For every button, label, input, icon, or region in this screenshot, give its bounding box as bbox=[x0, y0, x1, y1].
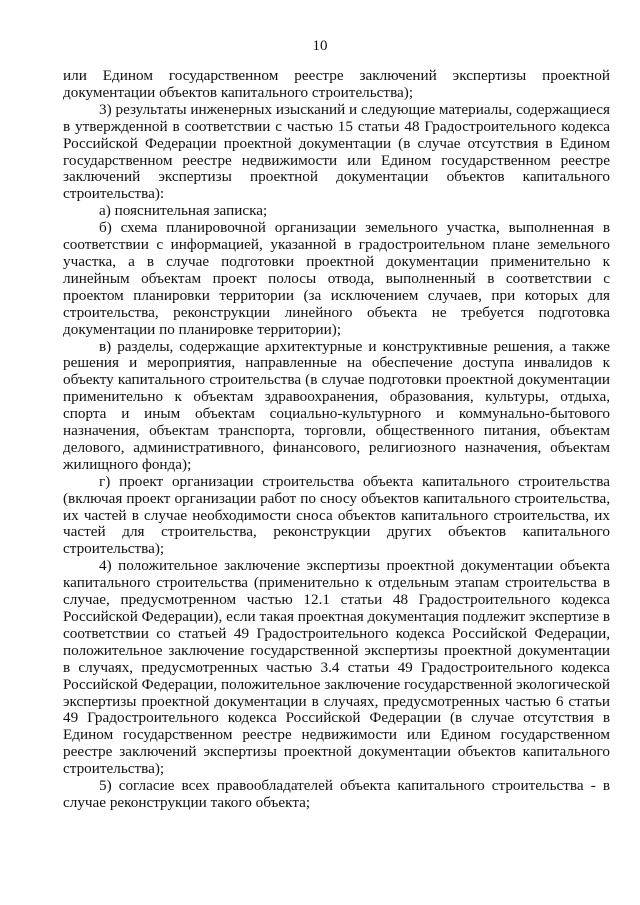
paragraph-continuation: или Едином государственном реестре заключений экспертизы проектной документации объектов капитального строительства); bbox=[63, 67, 610, 101]
paragraph-item-4: 4) положительное заключение экспертизы проектной документации объекта капитального строительства (применительно к отдельным этапам строительства в случае, предусмотренном частью 12.1 статьи 48 Градостроительного кодекса Российской Федерации), если такая проектная документация подлежит экспертизе в соответствии со статьей 49 Градостроительного кодекса Российской Федерации, положительное заключение государственной экспертизы проектной документации в случаях, предусмотренных частью 3.4 статьи 49 Градостроительного кодекса Российской Федерации, положительное заключение государственной экологической экспертизы проектной документации в случаях, предусмотренных частью 6 статьи 49 Градостроительного кодекса Российской Федерации (в случае отсутствия в Едином государственном реестре недвижимости или Едином государственном реестре заключений экспертизы проектной документации объектов капитального строительства); bbox=[63, 557, 610, 778]
document-body bbox=[63, 68, 610, 812]
paragraph-item-3v: в) разделы, содержащие архитектурные и конструктивные решения, а также решения и мероприятия, направленные на обеспечение доступа инвалидов к объекту капитального строительства (в случае подготовки проектной документации применительно к объектам здравоохранения, образования, культуры, отдыха, спорта и иным объектам социально-культурного и коммунально-бытового назначения, объектам транспорта, торговли, общественного питания, объектам делового, административного, финансового, религиозного назначения, объектам жилищного фонда); bbox=[63, 337, 610, 473]
paragraph-item-3b: б) схема планировочной организации земельного участка, выполненная в соответствии с информацией, указанной в градостроительном плане земельного участка, а в случае подготовки проектной документации применительно к линейным объектам проект полосы отвода, выполненный в соответствии с проектом планировки территории (за исключением случаев, при которых для строительства, реконструкции линейного объекта не требуется подготовка документации по планировке территории); bbox=[63, 219, 610, 338]
paragraph-item-3: 3) результаты инженерных изысканий и следующие материалы, содержащиеся в утвержденной в соответствии с частью 15 статьи 48 Градостроительного кодекса Российской Федерации проектной документации (в случае отсутствия в Едином государственном реестре недвижимости или Едином государственном реестре заключений экспертизы проектной документации объектов капитального строительства): bbox=[63, 100, 610, 203]
paragraph-item-5: 5) согласие всех правообладателей объекта капитального строительства - в случае реконструкции такого объекта; bbox=[63, 777, 610, 811]
paragraph-item-3a: а) пояснительная записка; bbox=[99, 202, 268, 220]
page-number: 10 bbox=[312, 38, 328, 54]
paragraph-item-3g: г) проект организации строительства объекта капитального строительства (включая проект организации работ по сносу объектов капитального строительства, их частей в случае необходимости сноса объектов капитального строительства, их частей для строительства, реконструкции других объектов капитального строительства); bbox=[63, 472, 610, 558]
